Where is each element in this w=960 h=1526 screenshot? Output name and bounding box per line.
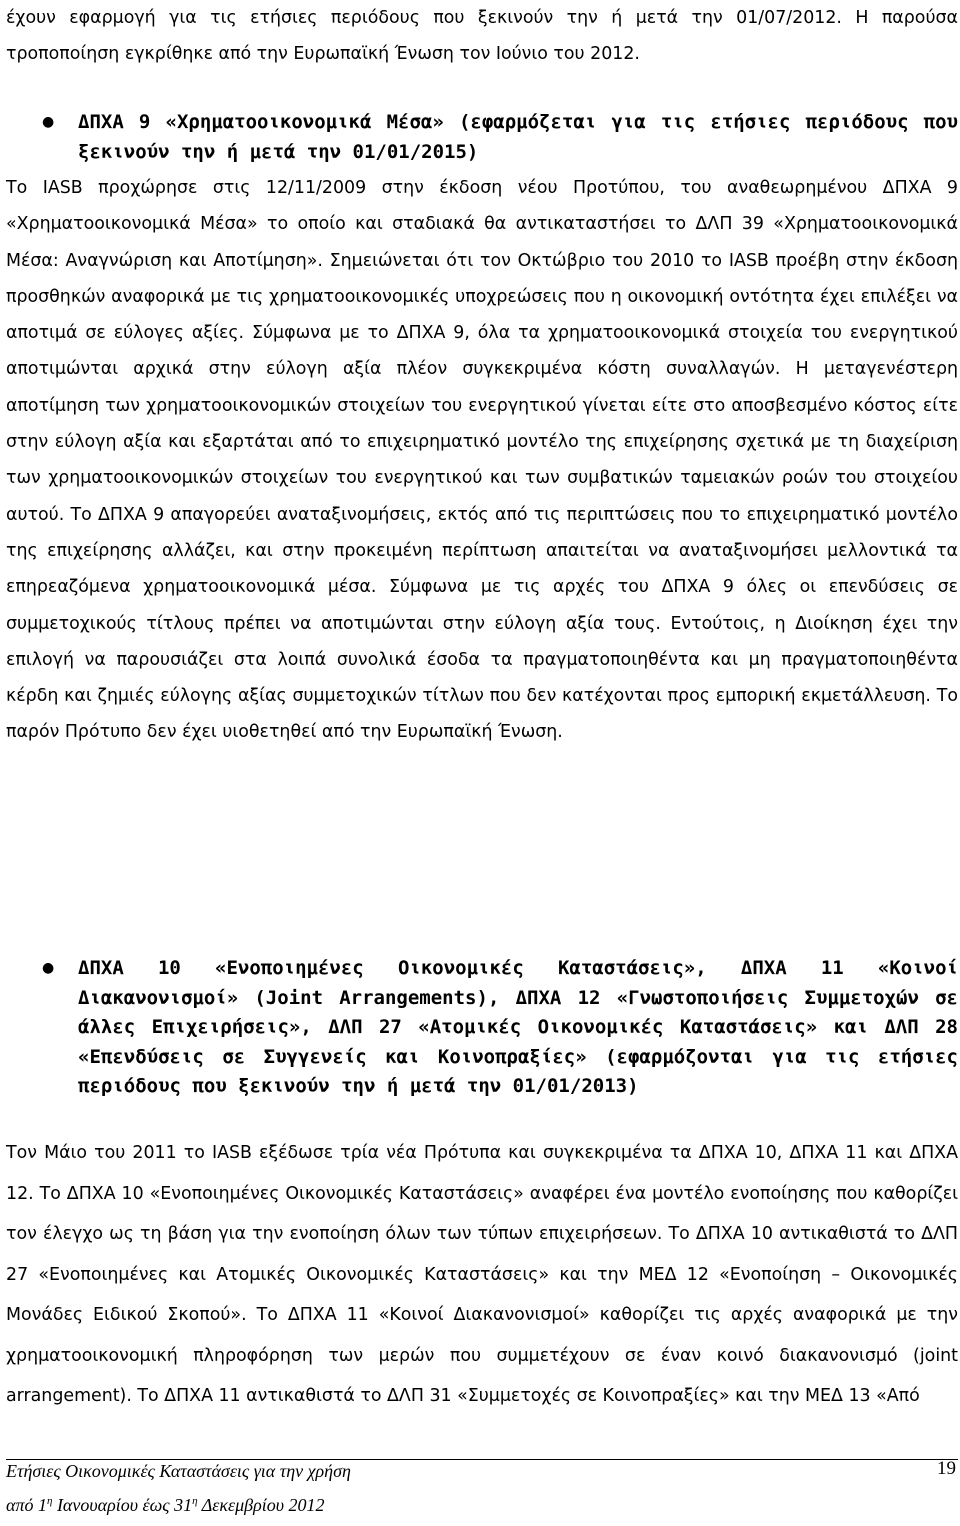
footer-period — [6, 1495, 325, 1516]
footer-period-suffix: Δεκεμβρίου 2012 — [197, 1495, 325, 1515]
heading-dpxa10: ΔΠΧΑ 10 «Ενοποιημένες Οικονομικές Καταστάσεις», ΔΠΧΑ 11 «Κοινοί Διακανονισμοί» (Joint Arrangements), ΔΠΧΑ 12 «Γνωστοποιήσεις Συμμετοχών σε άλλες Επιχειρήσεις», ΔΛΠ 27 «Ατομικές Οικονομικές Καταστάσεις» και ΔΛΠ 28 «Επενδύσεις σε Συγγενείς και Κοινοπραξίες» (εφαρμόζονται για τις ετήσιες περιόδους που ξεκινούν την ή μετά την 01/01/2013) — [78, 957, 958, 1098]
bullet-icon: ● — [42, 960, 55, 976]
footer-divider — [6, 1459, 958, 1460]
footer-period-prefix: από 1 — [6, 1495, 47, 1515]
page-number: 19 — [937, 1458, 956, 1479]
footer-period-middle: Ιανουαρίου έως 31 — [52, 1495, 193, 1515]
bullet-icon: ● — [42, 114, 55, 130]
paragraph-dpxa9: Το IASB προχώρησε στις 12/11/2009 στην έκδοση νέου Προτύπου, του αναθεωρημένου ΔΠΧΑ 9 «Χρηματοοικονομικά Μέσα» το οποίο και σταδιακά θα αντικαταστήσει το ΔΛΠ 39 «Χρηματοοικονομικά Μέσα: Αναγνώριση και Αποτίμηση». Σημειώνεται ότι τον Οκτώβριο του 2010 το IASB προέβη στην έκδοση προσθηκών αναφορικά με τις χρηματοοικονομικές υποχρεώσεις που η οικονομική οντότητα έχει επιλέξει να αποτιμά σε εύλογες αξίες. Σύμφωνα με το ΔΠΧΑ 9, όλα τα χρηματοοικονομικά στοιχεία του ενεργητικού αποτιμώνται αρχικά στην εύλογη αξία πλέον συγκεκριμένα κόστη συναλλαγών. Η μεταγενέστερη αποτίμηση των χρηματοοικονομικών στοιχείων του ενεργητικού γίνεται είτε στο αποσβεσμένο κόστος είτε στην εύλογη αξία και εξαρτάται από το επιχειρηματικό μοντέλο της επιχείρησης σχετικά με τη διαχείριση των χρηματοοικονομικών στοιχείων του ενεργητικού και των συμβατικών ταμειακών ροών του στοιχείου αυτού. Το ΔΠΧΑ 9 απαγορεύει αναταξινομήσεις, εκτός από τις περιπτώσεις που το επιχειρηματικό μοντέλο της επιχείρησης αλλάζει, και στην προκειμένη περίπτωση απαιτείται να αναταξινομήσει μελλοντικά τα επηρεαζόμενα χρηματοοικονομικά μέσα. Σύμφωνα με τις αρχές του ΔΠΧΑ 9 όλες οι επενδύσεις σε συμμετοχικούς τίτλους πρέπει να αποτιμώνται στην εύλογη αξία τους. Εντούτοις, η Διοίκηση έχει την επιλογή να παρουσιάζει στα λοιπά συνολικά έσοδα τα πραγματοποιηθέντα και μη πραγματοποιηθέντα κέρδη και ζημιές εύλογης αξίας συμμετοχικών τίτλων που δεν κατέχονται προς εμπορική εκμετάλλευση. Το παρόν Πρότυπο δεν έχει υιοθετηθεί από την Ευρωπαϊκή Ένωση. — [6, 178, 958, 743]
heading-dpxa9: ΔΠΧΑ 9 «Χρηματοοικονομικά Μέσα» (εφαρμόζεται για τις ετήσιες περιόδους που ξεκινούν την ή μετά την 01/01/2015) — [78, 111, 958, 163]
paragraph-dpxa10: Τον Μάιο του 2011 το IASB εξέδωσε τρία νέα Πρότυπα και συγκεκριμένα τα ΔΠΧΑ 10, ΔΠΧΑ 11 και ΔΠΧΑ 12. Το ΔΠΧΑ 10 «Ενοποιημένες Οικονομικές Καταστάσεις» αναφέρει ένα μοντέλο ενοποίησης που καθορίζει τον έλεγχο ως τη βάση για την ενοποίηση όλων των τύπων επιχειρήσεων. Το ΔΠΧΑ 10 αντικαθιστά το ΔΛΠ 27 «Ενοποιημένες και Ατομικές Οικονομικές Καταστάσεις» και την ΜΕΔ 12 «Ενοποίηση – Οικονομικές Μονάδες Ειδικού Σκοπού». Το ΔΠΧΑ 11 «Κοινοί Διακανονισμοί» καθορίζει τις αρχές αναφορικά με την χρηματοοικονομική πληροφόρηση των μερών που συμμετέχουν σε έναν κοινό διακανονισμό (joint arrangement). Το ΔΠΧΑ 11 αντικαθιστά το ΔΛΠ 31 «Συμμετοχές σε Κοινοπραξίες» και την ΜΕΔ 13 «Από — [6, 1143, 958, 1406]
intro-paragraph: έχουν εφαρμογή για τις ετήσιες περιόδους που ξεκινούν την ή μετά την 01/07/2012. Η παρούσα τροποποίηση εγκρίθηκε από την Ευρωπαϊκή Ένωση τον Ιούνιο του 2012. — [6, 8, 958, 64]
footer-period-sup: η — [46, 1495, 53, 1507]
footer-period-sup: η — [192, 1495, 198, 1507]
footer-title: Ετήσιες Οικονομικές Καταστάσεις για την χρήση — [6, 1461, 351, 1481]
